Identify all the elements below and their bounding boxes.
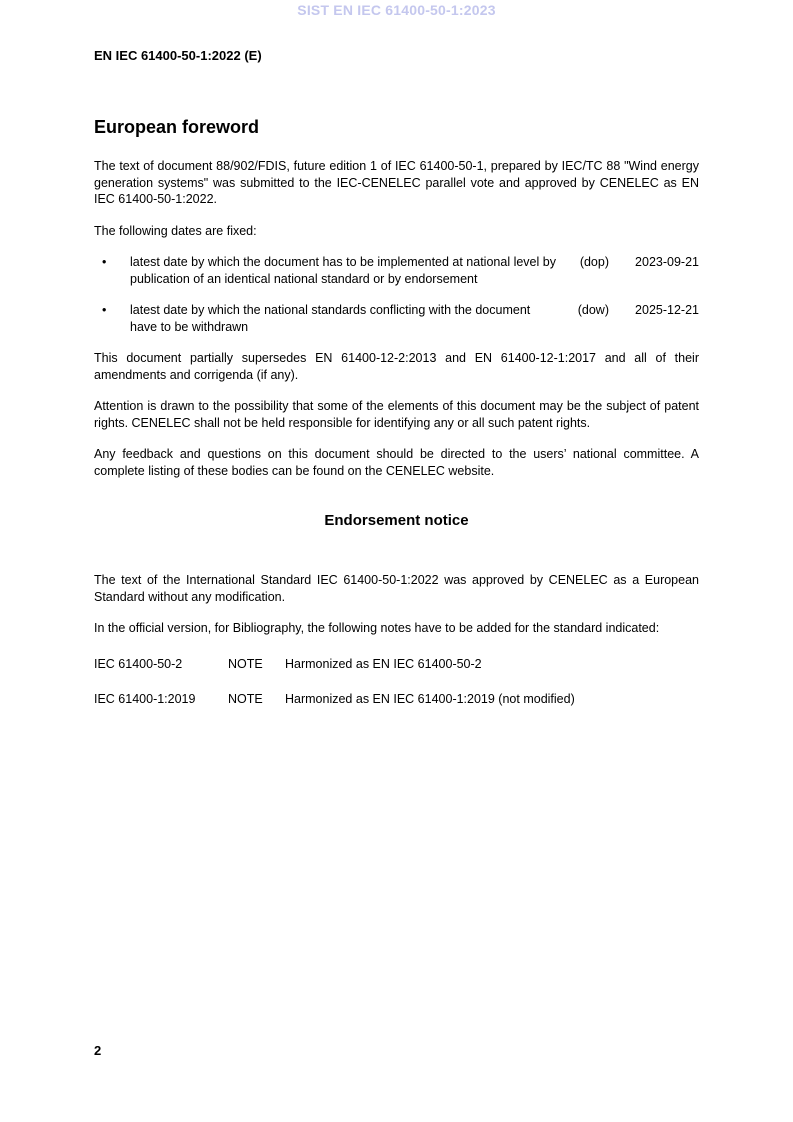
foreword-intro: The text of document 88/902/FDIS, future edition 1 of IEC 61400-50-1, prepared by IEC/TC 88 "Wind energy generation systems" was submitted to the IEC-CENELEC parallel vote and approved by CENELEC as EN IEC 61400-50-1:2022. (94, 159, 699, 206)
bullet-icon: • (102, 255, 107, 269)
bullet-icon: • (102, 303, 107, 317)
foreword-title: European foreword (94, 117, 260, 137)
page-number: 2 (94, 1043, 102, 1058)
date-code: (dop) (579, 255, 609, 269)
feedback-paragraph: Any feedback and questions on this document should be directed to the users’ national committee. A complete listing of these bodies can be found on the CENELEC website. (94, 447, 699, 478)
note-text: Harmonized as EN IEC 61400-1:2019 (not modified) (285, 692, 575, 706)
note-label: NOTE (228, 692, 263, 706)
watermark: SIST EN IEC 61400-50-1:2023 (297, 2, 496, 18)
note-reference: IEC 61400-1:2019 (94, 692, 196, 706)
date-description: latest date by which the national standards conflicting with the document have to be withdrawn (130, 303, 531, 334)
patent-paragraph: Attention is drawn to the possibility that some of the elements of this document may be the subject of patent rights. CENELEC shall not be held responsible for identifying any or all such patent rights. (94, 399, 699, 430)
note-reference: IEC 61400-50-2 (94, 656, 183, 671)
date-code: (dow) (577, 303, 609, 317)
document-id-header: EN IEC 61400-50-1:2022 (E) (94, 48, 262, 63)
list-item (94, 254, 699, 287)
list-item (94, 302, 699, 335)
note-label: NOTE (228, 656, 263, 671)
date-description: latest date by which the document has to be implemented at national level by publication of an identical national standard or by endorsement (130, 255, 556, 286)
note-text: Harmonized as EN IEC 61400-50-2 (285, 656, 482, 671)
bibliography-note (94, 656, 699, 673)
endorsement-title: Endorsement notice (324, 512, 469, 529)
page-content (94, 116, 699, 727)
dates-list (94, 254, 699, 335)
endorsement-text: The text of the International Standard IEC 61400-50-1:2022 was approved by CENELEC as a European Standard without any modification. (94, 573, 699, 604)
supersedes-paragraph: This document partially supersedes EN 61400-12-2:2013 and EN 61400-12-1:2017 and all of their amendments and corrigenda (if any). (94, 351, 699, 382)
dates-intro: The following dates are fixed: (94, 223, 257, 238)
bibliography-intro: In the official version, for Bibliography, the following notes have to be added for the standard indicated: (94, 621, 660, 635)
date-value: 2023-09-21 (635, 255, 699, 269)
date-value: 2025-12-21 (635, 303, 699, 317)
bibliography-note (94, 691, 699, 708)
